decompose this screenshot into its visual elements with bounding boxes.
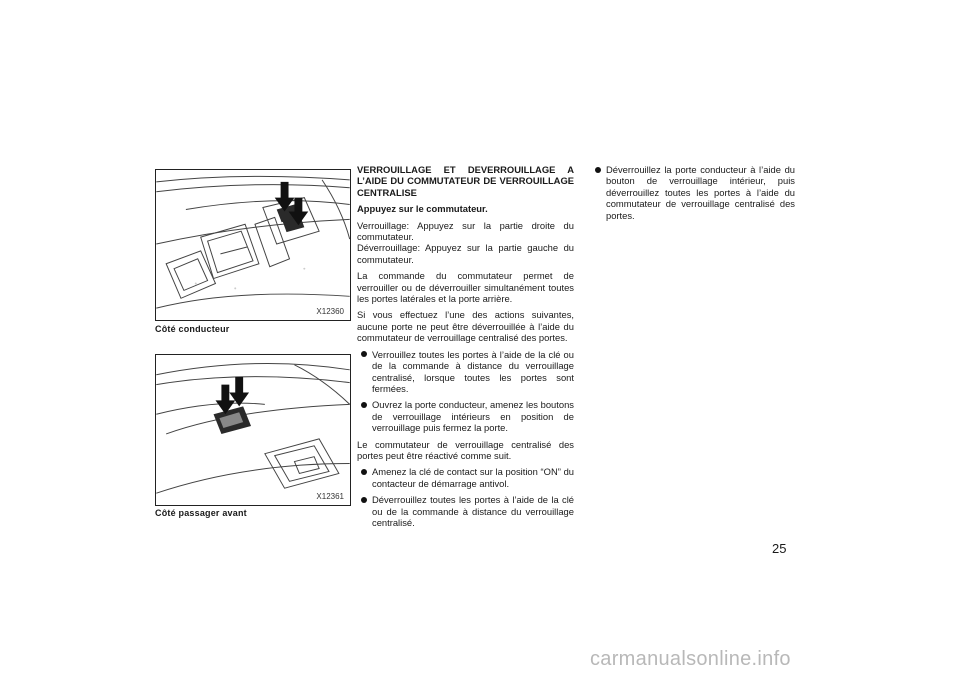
list-item: Déverrouillez toutes les portes à l’aide de la clé ou de la commande à distance du verrouillage centralisé. xyxy=(357,494,574,528)
paragraph-reactivation: Le commutateur de verrouillage centralisé des portes peut être réactivé comme suit. xyxy=(357,438,574,461)
middle-column xyxy=(357,164,574,533)
page-number: 25 xyxy=(772,541,787,556)
bullet-icon xyxy=(361,469,367,475)
lock-text: Verrouillage: Appuyez sur la partie droite du commutateur. xyxy=(357,219,574,243)
bullet-icon xyxy=(595,167,601,173)
unlock-text: Déverrouillage: Appuyez sur la partie gauche du commutateur. xyxy=(357,242,574,265)
section-subheading: Appuyez sur le commutateur. xyxy=(357,203,488,215)
list-item: Déverrouillez la porte conducteur à l’aide du bouton de verrouillage intérieur, puis déverrouillez toutes les portes à l’aide du commutateur de verrouillage centralisé des portes. xyxy=(591,164,795,221)
section-heading: VERROUILLAGE ET DEVERROUILLAGE A L’AIDE DU COMMUTATEUR DE VERROUILLAGE CENTRALISE xyxy=(357,164,574,198)
figure-driver-side xyxy=(155,169,351,321)
figure-caption-passenger: Côté passager avant xyxy=(155,508,247,518)
bullet-icon xyxy=(361,497,367,503)
figure-code: X12360 xyxy=(316,307,344,316)
right-column xyxy=(591,164,795,226)
figure-code: X12361 xyxy=(316,492,344,501)
figure-caption-driver: Côté conducteur xyxy=(155,324,230,334)
list-item: Amenez la clé de contact sur la position “ON” du contacteur de démarrage antivol. xyxy=(357,466,574,489)
paragraph-conditions: Si vous effectuez l’une des actions suivantes, aucune porte ne peut être déverrouillée à l’aide du commutateur de verrouillage centralisé des portes. xyxy=(357,309,574,344)
door-switch-illustration-passenger xyxy=(156,355,350,505)
lock-instruction xyxy=(357,220,574,266)
paragraph-function: La commande du commutateur permet de verrouiller ou de déverrouiller simultanément toutes les portes latérales et la porte arrière. xyxy=(357,270,574,305)
door-switch-illustration-driver xyxy=(156,170,350,320)
bullet-icon xyxy=(361,402,367,408)
watermark: carmanualsonline.info xyxy=(590,648,791,670)
list-item: Ouvrez la porte conducteur, amenez les boutons de verrouillage intérieurs en position de verrouillage puis fermez la porte. xyxy=(357,399,574,433)
figure-passenger-side xyxy=(155,354,351,506)
bullet-icon xyxy=(361,351,367,357)
list-item: Verrouillez toutes les portes à l’aide de la clé ou de la commande à distance du verrouillage centralisé, lorsque toutes les portes sont fermées. xyxy=(357,349,574,395)
